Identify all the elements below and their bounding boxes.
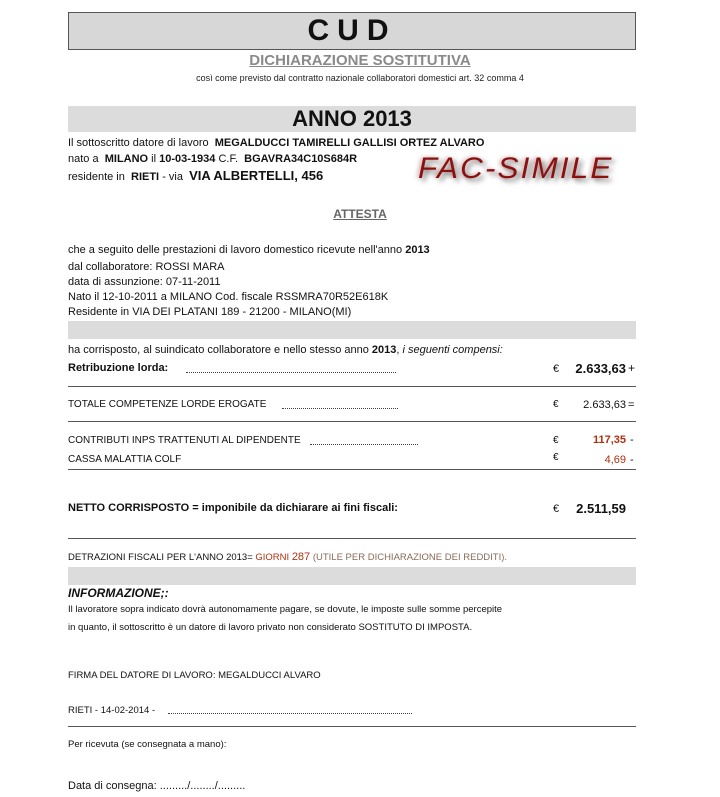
retribuzione-label: Retribuzione lorda: <box>68 362 169 374</box>
worker-line-2: dal collaboratore: ROSSI MARA <box>68 261 225 273</box>
euro-icon: € <box>553 363 560 375</box>
gray-band <box>68 567 636 585</box>
detrazioni-prefix: DETRAZIONI FISCALI PER L'ANNO 2013= <box>68 552 253 563</box>
divider <box>68 386 636 387</box>
residence-via: - via <box>162 171 183 183</box>
compensi-year: 2013 <box>371 344 397 356</box>
euro-icon: € <box>553 399 559 410</box>
document-title: CUD <box>68 12 636 50</box>
informazione-line-1: Il lavoratore sopra indicato dovrà autonomamente pagare, se dovute, le imposte sulle somme percepite <box>68 604 503 615</box>
birth-city: MILANO <box>104 153 149 165</box>
attesta-heading: ATTESTA <box>333 207 387 221</box>
retribuzione-sign: + <box>628 361 636 375</box>
informazione-line-2: in quanto, il sottoscritto è un datore di lavoro privato non considerato SOSTITUTO DI IMPOSTA. <box>68 622 473 633</box>
totale-label: TOTALE COMPETENZE LORDE EROGATE <box>68 399 267 410</box>
dotted-leader <box>186 372 396 373</box>
employer-residence-line <box>68 168 323 183</box>
compensi-italic: i seguenti compensi: <box>402 344 503 356</box>
fac-simile-watermark: FAC-SIMILE <box>418 152 614 185</box>
document-subtitle: DICHIARAZIONE SOSTITUTIVA <box>249 52 471 69</box>
data-consegna: Data di consegna: ........./......../......... <box>68 780 246 792</box>
worker-year: 2013 <box>405 244 430 256</box>
place-date: RIETI - 14-02-2014 - <box>68 705 156 716</box>
netto-label: NETTO CORRISPOSTO = imponibile da dichiarare ai fini fiscali: <box>68 502 398 514</box>
totale-sign: = <box>628 399 635 411</box>
birth-date: 10-03-1934 <box>159 153 216 165</box>
dotted-leader <box>310 444 418 445</box>
employer-name: MEGALDUCCI TAMIRELLI GALLISI ORTEZ ALVARO <box>214 137 485 149</box>
signature-line <box>168 713 412 714</box>
cf-label: C.F. <box>218 153 239 165</box>
compensi-intro-text: ha corrisposto, al suindicato collaboratore e nello stesso anno <box>68 344 369 356</box>
cassa-value: 4,69 <box>604 454 626 466</box>
year-band: ANNO 2013 <box>68 106 636 132</box>
birth-il: il <box>151 153 157 165</box>
retribuzione-value: 2.633,63 <box>575 361 626 376</box>
informazione-title: INFORMAZIONE;: <box>68 586 169 600</box>
giorni-label: GIORNI <box>255 552 290 563</box>
residence-city: RIETI <box>131 171 160 183</box>
employer-birth-line <box>68 153 357 165</box>
dotted-leader <box>282 408 398 409</box>
euro-icon: € <box>553 452 559 463</box>
worker-line-5: Residente in VIA DEI PLATANI 189 - 21200 - MILANO(MI) <box>68 306 352 318</box>
worker-line-1 <box>68 244 430 256</box>
worker-intro: che a seguito delle prestazioni di lavoro domestico ricevute nell'anno <box>68 244 403 256</box>
gray-band <box>68 321 636 339</box>
employer-intro: Il sottoscritto datore di lavoro <box>68 137 209 149</box>
euro-icon: € <box>553 503 560 515</box>
divider <box>68 421 636 422</box>
divider <box>68 469 636 470</box>
employer-line <box>68 137 484 149</box>
euro-icon: € <box>553 435 559 446</box>
compensi-comma: , <box>396 344 400 356</box>
inps-sign: - <box>630 434 634 446</box>
cassa-sign: - <box>630 454 634 466</box>
fiscal-code: BGAVRA34C10S684R <box>244 153 358 165</box>
worker-line-4: Nato il 12-10-2011 a MILANO Cod. fiscale RSSMRA70R52E618K <box>68 291 389 303</box>
divider <box>68 538 636 539</box>
detrazioni-suffix: (UTILE PER DICHIARAZIONE DEI REDDITI). <box>312 552 508 563</box>
residence-address: VIA ALBERTELLI, 456 <box>189 168 324 183</box>
contract-caption: così come previsto dal contratto nazionale collaboratori domestici art. 32 comma 4 <box>196 73 524 83</box>
compensi-intro <box>68 344 503 356</box>
firma-label: FIRMA DEL DATORE DI LAVORO: MEGALDUCCI ALVARO <box>68 670 321 681</box>
giorni-value: 287 <box>291 551 311 563</box>
cassa-label: CASSA MALATTIA COLF <box>68 454 182 465</box>
detrazioni-line <box>68 551 507 563</box>
born-prefix: nato a <box>68 153 99 165</box>
inps-value: 117,35 <box>592 434 626 446</box>
ricevuta-label: Per ricevuta (se consegnata a mano): <box>68 739 227 750</box>
inps-label: CONTRIBUTI INPS TRATTENUTI AL DIPENDENTE <box>68 435 301 446</box>
residence-prefix: residente in <box>68 171 125 183</box>
worker-line-3: data di assunzione: 07-11-2011 <box>68 276 221 288</box>
netto-value: 2.511,59 <box>576 501 626 516</box>
totale-value: 2.633,63 <box>583 399 626 411</box>
divider <box>68 726 636 727</box>
